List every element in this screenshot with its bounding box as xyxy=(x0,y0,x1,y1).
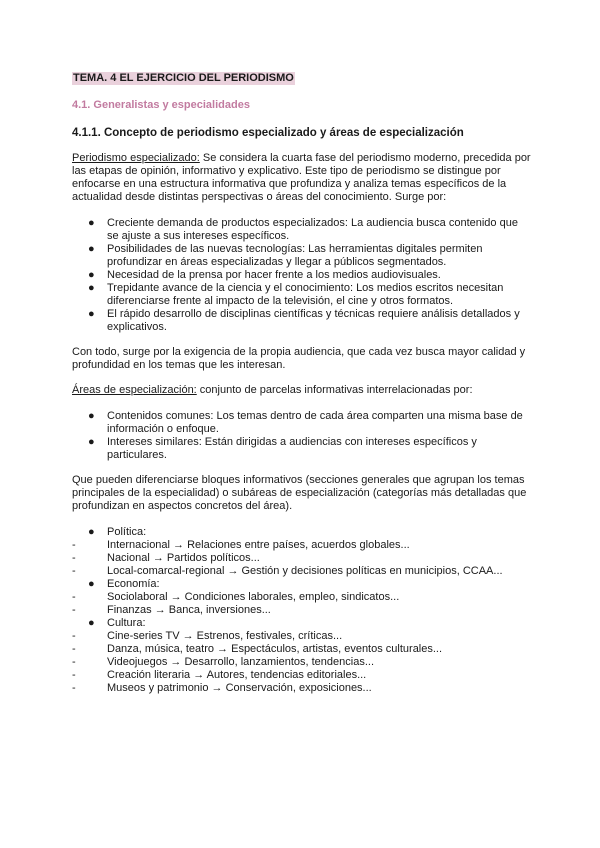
dash-icon: - xyxy=(72,682,76,694)
dash-icon: - xyxy=(72,552,76,564)
list-item-text: Intereses similares: Están dirigidas a audiencias con intereses específicos y particulares. xyxy=(107,436,477,461)
paragraph-con-todo: Con todo, surge por la exigencia de la propia audiencia, que cada vez busca mayor calidad y profundidad en los temas que les interesan. xyxy=(72,346,526,371)
reasons-list xyxy=(72,217,532,334)
list-item xyxy=(72,282,532,308)
list-item-text: Política: xyxy=(107,526,147,538)
list-item-text: Nacional → Partidos políticos... xyxy=(107,552,260,564)
list-item-text: Finanzas → Banca, inversiones... xyxy=(107,604,271,616)
dash-icon: - xyxy=(72,539,76,551)
list-item-text: Creciente demanda de productos especializados: La audiencia busca contenido que se ajuste a sus intereses específicos. xyxy=(107,217,518,242)
subcategory-item xyxy=(72,630,532,643)
list-item xyxy=(72,243,532,269)
list-item-text: El rápido desarrollo de disciplinas científicas y técnicas requiere análisis detallados y explicativos. xyxy=(107,308,520,333)
subcategory-item xyxy=(72,669,532,682)
list-item xyxy=(72,410,532,436)
category-heading xyxy=(72,578,532,591)
dash-icon: - xyxy=(72,591,76,603)
category-heading xyxy=(72,617,532,630)
list-item-text: Sociolaboral → Condiciones laborales, empleo, sindicatos... xyxy=(107,591,400,603)
bullet-icon: ● xyxy=(88,436,95,448)
bullet-icon: ● xyxy=(88,410,95,422)
list-item-text: Local-comarcal-regional → Gestión y decisiones políticas en municipios, CCAA... xyxy=(107,565,503,577)
list-item xyxy=(72,308,532,334)
paragraph-text: conjunto de parcelas informativas interrelacionadas por: xyxy=(196,384,473,396)
list-item-text: Contenidos comunes: Los temas dentro de cada área comparten una misma base de información o enfoque. xyxy=(107,410,523,435)
subsection-heading: 4.1.1. Concepto de periodismo especializado y áreas de especialización xyxy=(72,127,464,139)
list-item-text: Internacional → Relaciones entre países, acuerdos globales... xyxy=(107,539,410,551)
dash-icon: - xyxy=(72,630,76,642)
list-item-text: Videojuegos → Desarrollo, lanzamientos, tendencias... xyxy=(107,656,375,668)
list-item xyxy=(72,217,532,243)
list-item xyxy=(72,269,532,282)
section-heading: 4.1. Generalistas y especialidades xyxy=(72,99,250,111)
list-item-text: Necesidad de la prensa por hacer frente a los medios audiovisuales. xyxy=(107,269,441,281)
list-item-text: Museos y patrimonio → Conservación, exposiciones... xyxy=(107,682,372,694)
list-item-text: Trepidante avance de la ciencia y el conocimiento: Los medios escritos necesitan diferenciarse frente al impacto de la televisión, el cine y otros formatos. xyxy=(107,282,504,307)
document-content xyxy=(72,72,532,695)
subcategory-item xyxy=(72,552,532,565)
dash-icon: - xyxy=(72,643,76,655)
categories-list xyxy=(72,526,532,695)
subcategory-item xyxy=(72,565,532,578)
category-heading xyxy=(72,526,532,539)
subcategory-item xyxy=(72,539,532,552)
list-item-text: Cine-series TV → Estrenos, festivales, críticas... xyxy=(107,630,343,642)
list-item-text: Posibilidades de las nuevas tecnologías: Las herramientas digitales permiten profundizar en áreas especializadas y llegar a públicos segmentados. xyxy=(107,243,483,268)
bullet-icon: ● xyxy=(88,282,95,294)
paragraph-text: Se considera la cuarta fase del periodismo moderno, precedida por las etapas de opinión, informativo y explicativo. Este tipo de periodismo se distingue por enfocarse en una estructura informativa que profundiza y analiza temas específicos de la actualidad desde distintas perspectivas o áreas del conocimiento. Surge por: xyxy=(72,152,531,203)
subcategory-item xyxy=(72,591,532,604)
dash-icon: - xyxy=(72,656,76,668)
areas-list xyxy=(72,410,532,462)
bullet-icon: ● xyxy=(88,617,95,629)
list-item-text: Creación literaria → Autores, tendencias editoriales... xyxy=(107,669,367,681)
paragraph-periodismo-especializado xyxy=(72,152,532,204)
bullet-icon: ● xyxy=(88,526,95,538)
term-periodismo-especializado: Periodismo especializado: xyxy=(72,152,200,164)
list-item-text: Cultura: xyxy=(107,617,146,629)
document-title: TEMA. 4 EL EJERCICIO DEL PERIODISMO xyxy=(73,72,294,84)
subcategory-item xyxy=(72,656,532,669)
dash-icon: - xyxy=(72,669,76,681)
list-item xyxy=(72,436,532,462)
subcategory-item xyxy=(72,604,532,617)
dash-icon: - xyxy=(72,565,76,577)
subcategory-item xyxy=(72,682,532,695)
subcategory-item xyxy=(72,643,532,656)
paragraph-areas-especializacion xyxy=(72,384,532,397)
term-areas-especializacion: Áreas de especialización: xyxy=(72,384,197,396)
list-item-text: Danza, música, teatro → Espectáculos, artistas, eventos culturales... xyxy=(107,643,443,655)
dash-icon: - xyxy=(72,604,76,616)
list-item-text: Economía: xyxy=(107,578,160,590)
bullet-icon: ● xyxy=(88,578,95,590)
bullet-icon: ● xyxy=(88,308,95,320)
bullet-icon: ● xyxy=(88,269,95,281)
paragraph-bloques: Que pueden diferenciarse bloques informativos (secciones generales que agrupan los temas principales de la especialidad) o subáreas de especialización (categorías más detalladas que profundizan en aspectos concretos del área). xyxy=(72,474,527,512)
bullet-icon: ● xyxy=(88,243,95,255)
bullet-icon: ● xyxy=(88,217,95,229)
